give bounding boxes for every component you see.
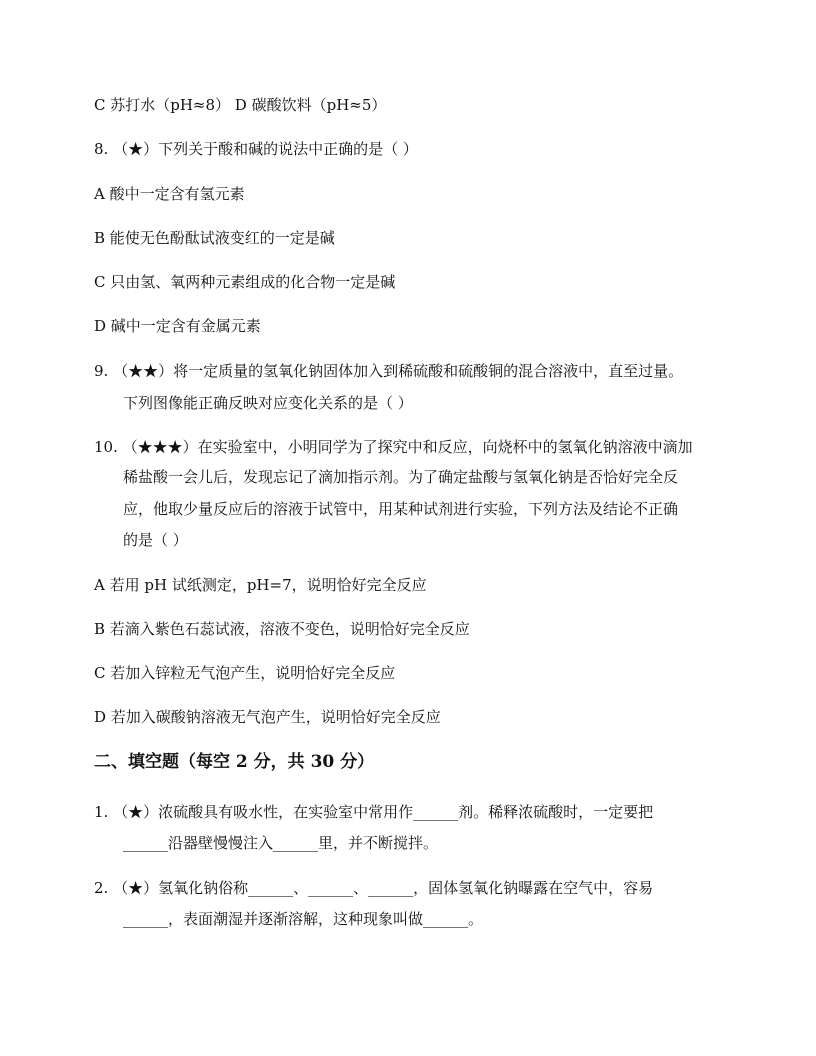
q10-stem-line-4: 的是（ ） [123, 531, 188, 549]
fill-q2-line-1: 2. （★）氢氧化钠俗称______、______、______，固体氢氧化钠曝露在空气中，容易 [94, 879, 654, 897]
q8-option-c: C 只由氢、氧两种元素组成的化合物一定是碱 [94, 273, 396, 291]
q8-stem: 8. （★）下列关于酸和碱的说法中正确的是（ ） [94, 140, 418, 158]
fill-q1-line-2: ______沿器壁慢慢注入______里，并不断搅拌。 [123, 834, 439, 852]
q9-stem-line-1: 9. （★★）将一定质量的氢氧化钠固体加入到稀硫酸和硫酸铜的混合溶液中，直至过量。 [94, 362, 684, 380]
q10-option-c: C 若加入锌粒无气泡产生，说明恰好完全反应 [94, 664, 396, 682]
q7-options-cd: C 苏打水（pH≈8） D 碳酸饮料（pH≈5） [94, 96, 387, 114]
q10-option-a: A 若用 pH 试纸测定，pH=7，说明恰好完全反应 [94, 576, 427, 594]
q10-stem-line-1: 10. （★★★）在实验室中，小明同学为了探究中和反应，向烧杯中的氢氧化钠溶液中滴加 [94, 438, 693, 456]
fill-q2-line-2: ______，表面潮湿并逐渐溶解，这种现象叫做______。 [123, 910, 484, 928]
fill-q1-line-1: 1. （★）浓硫酸具有吸水性，在实验室中常用作______剂。稀释浓硫酸时，一定要把 [94, 803, 654, 821]
q10-stem-line-2: 稀盐酸一会儿后，发现忘记了滴加指示剂。为了确定盐酸与氢氧化钠是否恰好完全反 [123, 468, 679, 486]
q8-option-d: D 碱中一定含有金属元素 [94, 317, 261, 335]
q9-stem-line-2: 下列图像能正确反映对应变化关系的是（ ） [123, 394, 413, 412]
q10-stem-line-3: 应，他取少量反应后的溶液于试管中，用某种试剂进行实验，下列方法及结论不正确 [123, 500, 679, 518]
q10-option-d: D 若加入碳酸钠溶液无气泡产生，说明恰好完全反应 [94, 708, 441, 726]
q8-option-b: B 能使无色酚酞试液变红的一定是碱 [94, 229, 335, 247]
q10-option-b: B 若滴入紫色石蕊试液，溶液不变色，说明恰好完全反应 [94, 620, 470, 638]
q8-option-a: A 酸中一定含有氢元素 [94, 185, 245, 203]
section-heading-fill-in: 二、填空题（每空 2 分，共 30 分） [94, 752, 375, 772]
